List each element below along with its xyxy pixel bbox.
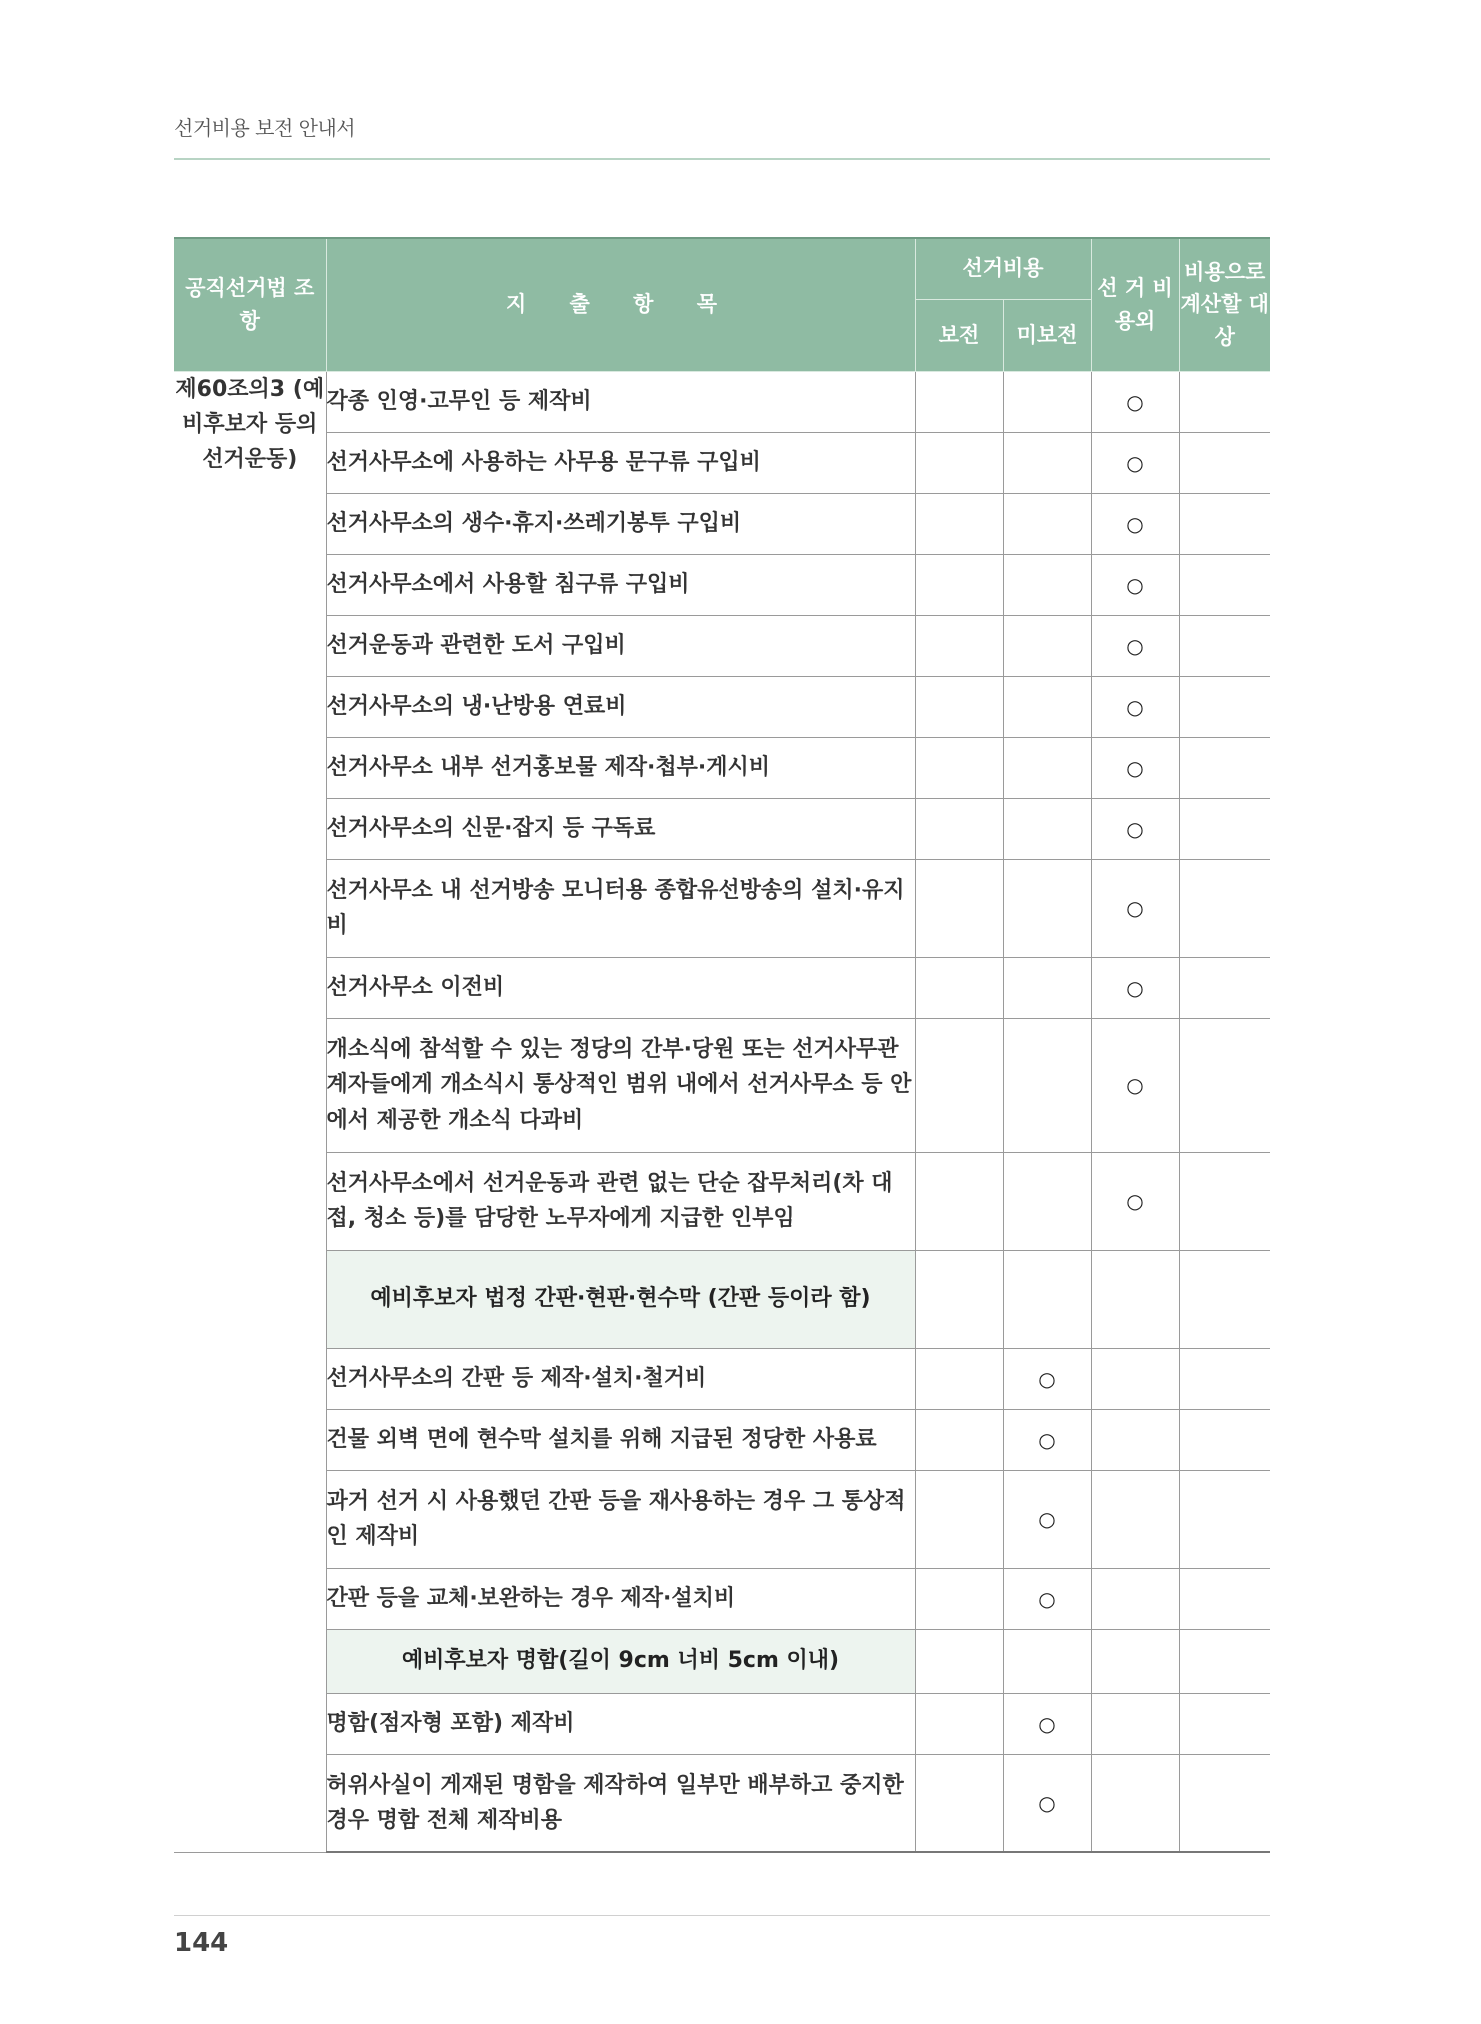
check-mark: ○	[1091, 859, 1179, 957]
check-mark: ○	[1003, 1409, 1091, 1470]
check-mark: ○	[1091, 432, 1179, 493]
check-mark: ○	[1091, 554, 1179, 615]
running-header: 선거비용 보전 안내서	[174, 116, 356, 140]
check-mark: ○	[1091, 737, 1179, 798]
header-reimbursed: 보전	[915, 299, 1003, 371]
table-row-item: 선거사무소의 간판 등 제작·설치·철거비	[326, 1348, 915, 1409]
table-row-item: 명함(점자형 포함) 제작비	[326, 1693, 915, 1754]
check-mark: ○	[1003, 1470, 1091, 1568]
subhead-signboards: 예비후보자 법정 간판·현판·현수막 (간판 등이라 함)	[326, 1250, 915, 1348]
table-row-item: 선거사무소의 생수·휴지·쓰레기봉투 구입비	[326, 493, 915, 554]
article-cell: 제60조의3 (예비후보자 등의 선거운동)	[174, 371, 326, 1852]
header-election-cost: 선거비용	[915, 238, 1091, 299]
check-mark: ○	[1003, 1568, 1091, 1629]
table-row-item: 선거사무소의 신문·잡지 등 구독료	[326, 798, 915, 859]
check-mark: ○	[1091, 798, 1179, 859]
check-mark: ○	[1091, 1018, 1179, 1152]
table-row-item: 선거사무소 내 선거방송 모니터용 종합유선방송의 설치·유지비	[326, 859, 915, 957]
table-row-item: 개소식에 참석할 수 있는 정당의 간부·당원 또는 선거사무관계자들에게 개소식시 통상적인 범위 내에서 선거사무소 등 안에서 제공한 개소식 다과비	[326, 1018, 915, 1152]
check-mark: ○	[1003, 1754, 1091, 1852]
table-row-item: 선거사무소에서 선거운동과 관련 없는 단순 잡무처리(차 대접, 청소 등)를 담당한 노무자에게 지급한 인부임	[326, 1152, 915, 1250]
check-mark: ○	[1091, 676, 1179, 737]
table-row-item: 선거사무소에 사용하는 사무용 문구류 구입비	[326, 432, 915, 493]
header-not-reimbursed: 미보전	[1003, 299, 1091, 371]
table-row-item: 선거사무소에서 사용할 침구류 구입비	[326, 554, 915, 615]
page-number: 144	[174, 1928, 229, 1958]
check-mark: ○	[1003, 1693, 1091, 1754]
subhead-business-cards: 예비후보자 명함(길이 9cm 너비 5cm 이내)	[326, 1629, 915, 1693]
table-row-item: 선거사무소 이전비	[326, 957, 915, 1018]
header-divider	[174, 158, 1270, 160]
check-mark: ○	[1091, 1152, 1179, 1250]
footer-divider	[174, 1915, 1270, 1916]
header-article: 공직선거법 조 항	[174, 238, 326, 371]
table-row-item: 건물 외벽 면에 현수막 설치를 위해 지급된 정당한 사용료	[326, 1409, 915, 1470]
table-row-item: 간판 등을 교체·보완하는 경우 제작·설치비	[326, 1568, 915, 1629]
table-row-item: 과거 선거 시 사용했던 간판 등을 재사용하는 경우 그 통상적인 제작비	[326, 1470, 915, 1568]
table-row-item: 허위사실이 게재된 명함을 제작하여 일부만 배부하고 중지한 경우 명함 전체 제작비용	[326, 1754, 915, 1852]
check-mark: ○	[1091, 957, 1179, 1018]
header-item: 지 출 항 목	[326, 238, 915, 371]
check-mark: ○	[1091, 493, 1179, 554]
table-row-item: 선거사무소 내부 선거홍보물 제작·첩부·게시비	[326, 737, 915, 798]
table-row-item: 각종 인영·고무인 등 제작비	[326, 371, 915, 432]
check-mark: ○	[1091, 371, 1179, 432]
header-non-election-cost: 선 거 비용외	[1091, 238, 1179, 371]
check-mark: ○	[1091, 615, 1179, 676]
expense-table	[174, 237, 1270, 1853]
header-not-countable: 비용으로 계산할 대상	[1179, 238, 1270, 371]
table-row-item: 선거사무소의 냉·난방용 연료비	[326, 676, 915, 737]
table-row-item: 선거운동과 관련한 도서 구입비	[326, 615, 915, 676]
check-mark: ○	[1003, 1348, 1091, 1409]
